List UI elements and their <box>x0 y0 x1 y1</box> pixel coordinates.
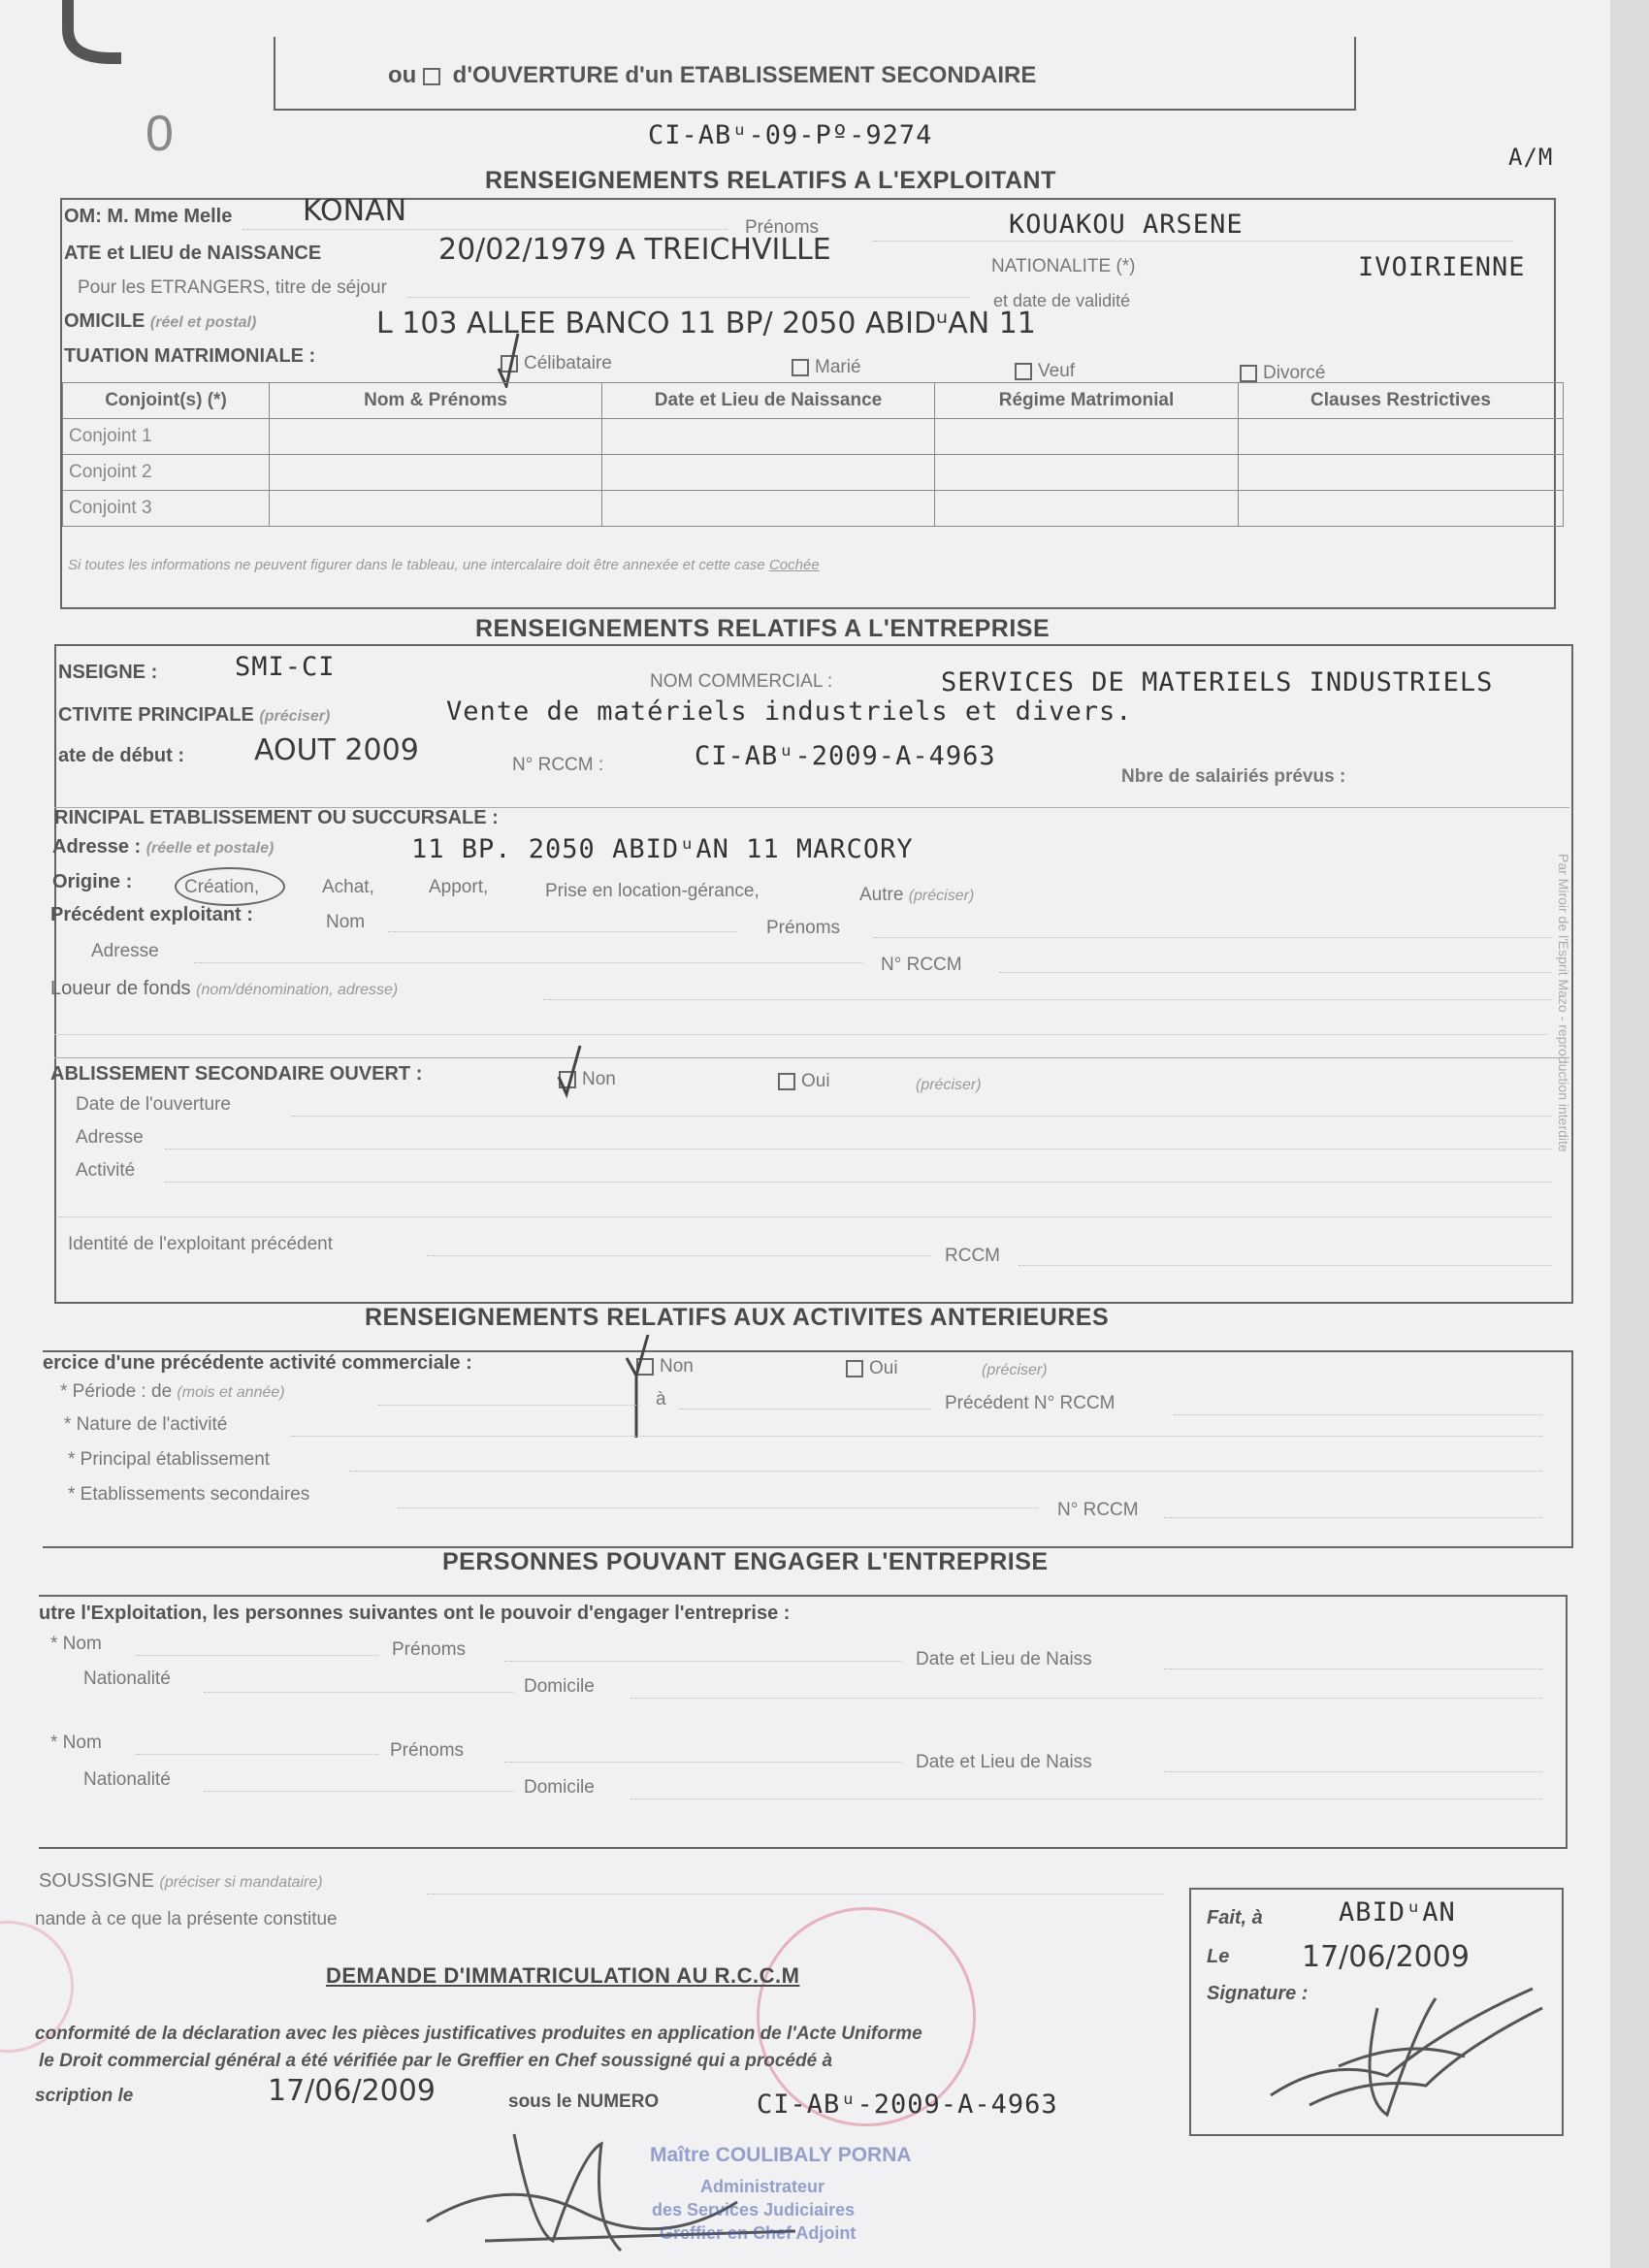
p1-nationalite-line <box>204 1692 514 1693</box>
stamp-line-3: Greffier en Chef Adjoint <box>660 2223 857 2243</box>
rccm3-line <box>1018 1265 1552 1266</box>
soussigne-line <box>427 1894 1164 1895</box>
nom-line <box>242 229 728 230</box>
periode-sub: (mois et année) <box>177 1384 285 1401</box>
activite-sub: (préciser) <box>259 708 331 725</box>
precedent-adresse-label: Adresse <box>91 941 159 961</box>
conformite-line-1: conformité de la déclaration avec les pièces justificatives produites en application de l'Acte Uniforme <box>35 2024 922 2044</box>
secondaires-rccm-line <box>1164 1517 1542 1518</box>
oui-text: Oui <box>801 1071 830 1091</box>
fait-date: 17/06/2009 <box>1302 1940 1470 1974</box>
activite-label <box>58 704 330 727</box>
precedent-label: Précédent exploitant : <box>50 904 253 925</box>
p2-nationalite-line <box>204 1791 514 1792</box>
numero-value: CI-ABᵘ-2009-A-4963 <box>757 2090 1058 2120</box>
principal-etab-label: * Principal établissement <box>68 1449 271 1470</box>
loueur-label-text: Loueur de fonds <box>50 978 191 999</box>
a-label: à <box>656 1389 666 1409</box>
conjoint-1-label: Conjoint 1 <box>63 419 270 455</box>
adresse-value: 11 BP. 2050 ABIDᵘAN 11 MARCORY <box>411 834 914 864</box>
cell[interactable] <box>935 419 1239 455</box>
nom-label: OM: M. Mme Melle <box>64 206 233 227</box>
identite-label: Identité de l'exploitant précédent <box>68 1234 333 1254</box>
exploitant-header: RENSEIGNEMENTS RELATIFS A L'EXPLOITANT <box>485 167 1056 194</box>
p2-domicile-line <box>630 1798 1542 1799</box>
p1-prenoms-label: Prénoms <box>392 1639 467 1660</box>
p1-nationalite-label: Nationalité <box>83 1669 171 1689</box>
nature-line <box>291 1436 1542 1437</box>
activite-label-text: CTIVITE PRINCIPALE <box>58 704 254 726</box>
cell[interactable] <box>602 419 935 455</box>
domicile-label <box>64 310 256 333</box>
cell[interactable] <box>1239 491 1564 527</box>
nationalite-value: IVOIRIENNE <box>1358 252 1526 282</box>
cell[interactable] <box>602 491 935 527</box>
prenoms-line <box>873 241 1513 242</box>
divorce-checkbox[interactable] <box>1240 365 1257 382</box>
p2-prenoms-label: Prénoms <box>390 1740 465 1761</box>
enseigne-label: NSEIGNE : <box>58 662 158 683</box>
personnes-box <box>39 1595 1568 1849</box>
cell[interactable] <box>270 455 602 491</box>
loueur-line <box>543 999 1552 1000</box>
precedent-rccm-label: Précédent N° RCCM <box>945 1393 1116 1413</box>
section-divider <box>54 1057 1569 1058</box>
demande-text: nande à ce que la présente constitue <box>35 1909 338 1929</box>
rccm3-label: RCCM <box>945 1246 1000 1266</box>
exercice-oui-text: Oui <box>869 1358 898 1378</box>
loueur-label <box>50 978 398 1000</box>
activite2-label: Activité <box>76 1160 136 1181</box>
nationalite-label: NATIONALITE (*) <box>991 256 1136 276</box>
p2-prenoms-line <box>504 1762 902 1763</box>
precedent-prenoms-label: Prénoms <box>766 918 841 938</box>
precedent-prenoms-line <box>873 937 1552 938</box>
table-row <box>63 419 1564 455</box>
cell[interactable] <box>1239 419 1564 455</box>
stamp-line-1: Administrateur <box>700 2177 825 2196</box>
principal-label: RINCIPAL ETABLISSEMENT OU SUCCURSALE : <box>54 807 499 828</box>
ouverture-checkbox[interactable] <box>423 68 440 85</box>
prenoms-label: Prénoms <box>745 217 820 238</box>
debut-value: AOUT 2009 <box>254 733 419 767</box>
conjoint-3-label: Conjoint 3 <box>63 491 270 527</box>
fait-lieu: ABIDᵘAN <box>1339 1897 1456 1928</box>
precedent-rccm-line <box>999 972 1552 973</box>
cell[interactable] <box>270 419 602 455</box>
marie-text: Marié <box>815 357 861 377</box>
creation-circle <box>175 867 285 906</box>
top-title <box>388 62 1036 89</box>
periode-label-text: * Période : de <box>60 1381 173 1402</box>
loueur-sub: (nom/dénomination, adresse) <box>196 982 399 998</box>
origine-autre[interactable] <box>859 885 974 906</box>
autre-sub: (préciser) <box>908 888 975 904</box>
p1-naiss-label: Date et Lieu de Naiss <box>916 1649 1092 1669</box>
domicile-label-text: OMICILE <box>64 310 146 332</box>
table-row <box>63 455 1564 491</box>
top-ou: ou <box>388 62 417 88</box>
personnes-intro: utre l'Exploitation, les personnes suivantes ont le pouvoir d'engager l'entreprise : <box>39 1603 791 1624</box>
periode-label <box>60 1381 285 1403</box>
non-text: Non <box>582 1069 616 1089</box>
validite-label: et date de validité <box>993 291 1131 310</box>
p2-nationalite-label: Nationalité <box>83 1769 171 1790</box>
adresse-label <box>52 836 274 859</box>
numero-label: sous le NUMERO <box>508 2091 660 2112</box>
origine-location[interactable]: Prise en location-gérance, <box>545 881 760 901</box>
option-divorce[interactable] <box>1240 363 1325 384</box>
exploitant-signature-icon <box>1251 1969 1552 2124</box>
nom-commercial-label: NOM COMMERCIAL : <box>650 671 833 692</box>
left-mark: 0 <box>146 106 174 162</box>
adresse3-line <box>165 1149 1552 1150</box>
conjoint-2-label: Conjoint 2 <box>63 455 270 491</box>
ouverture-label: Date de l'ouverture <box>76 1094 231 1115</box>
p1-prenoms-line <box>504 1661 902 1662</box>
exercice-non-text: Non <box>660 1356 694 1377</box>
exercice-preciser: (préciser) <box>982 1362 1048 1378</box>
fait-label: Fait, à <box>1207 1907 1263 1928</box>
p1-nom-line <box>136 1655 378 1656</box>
col-nom: Nom & Prénoms <box>270 383 602 419</box>
adresse3-label: Adresse <box>76 1127 144 1148</box>
inscription-label: scription le <box>35 2086 134 2106</box>
stamp-line-2: des Services Judiciaires <box>652 2200 856 2219</box>
p2-nom-line <box>136 1754 378 1755</box>
activite2-line <box>165 1182 1552 1183</box>
soussigne-sub: (préciser si mandataire) <box>159 1874 323 1891</box>
col-conjoints: Conjoint(s) (*) <box>63 383 270 419</box>
etrangers-label: Pour les ETRANGERS, titre de séjour <box>78 277 387 298</box>
origine-creation[interactable]: Création, <box>184 877 260 897</box>
p2-domicile-label: Domicile <box>524 1777 595 1798</box>
divorce-text: Divorcé <box>1263 363 1326 383</box>
activite-value: Vente de matériels industriels et divers. <box>446 697 1133 727</box>
page-edge <box>1610 0 1649 2268</box>
conformite-line-2: le Droit commercial général a été vérifiée par le Greffier en Chef soussigné qui a procédé à <box>39 2051 833 2071</box>
nom-value: KONAN <box>303 194 407 228</box>
domicile-sub: (réel et postal) <box>149 314 257 331</box>
soussigne-label-text: SOUSSIGNE <box>39 1870 154 1892</box>
oui-checkbox[interactable] <box>778 1073 795 1090</box>
celibataire-text: Célibataire <box>524 353 612 373</box>
p1-domicile-line <box>630 1698 1542 1699</box>
right-mark: A/M <box>1508 144 1554 171</box>
enseigne-value: SMI-CI <box>235 652 336 682</box>
p2-naiss-line <box>1164 1771 1542 1772</box>
p1-domicile-label: Domicile <box>524 1676 595 1697</box>
anterieures-header: RENSEIGNEMENTS RELATIFS AUX ACTIVITES ANTERIEURES <box>365 1304 1110 1331</box>
marie-checkbox[interactable] <box>792 359 809 376</box>
conjoints-note <box>68 557 820 573</box>
p2-naiss-label: Date et Lieu de Naiss <box>916 1752 1092 1772</box>
note-text: Si toutes les informations ne peuvent figurer dans le tableau, une intercalaire doit être annexée et cette case <box>68 557 765 573</box>
etrangers-line <box>407 297 970 298</box>
origine-apport[interactable]: Apport, <box>429 877 489 897</box>
domicile-value: L 103 ALLEE BANCO 11 BP/ 2050 ABIDᵘAN 11 <box>376 307 1036 340</box>
cell[interactable] <box>270 491 602 527</box>
prenoms-value: KOUAKOU ARSENE <box>1009 210 1244 240</box>
check-mark-icon <box>619 1329 658 1445</box>
note-end: Cochée <box>768 557 820 573</box>
precedent-nom-line <box>388 931 737 932</box>
secondaires-line <box>398 1507 1038 1508</box>
option-veuf[interactable] <box>1015 361 1075 382</box>
col-clauses: Clauses Restrictives <box>1239 383 1564 419</box>
naissance-label: ATE et LIEU de NAISSANCE <box>64 243 322 264</box>
blank-line <box>58 1216 1552 1217</box>
nom-commercial-value: SERVICES DE MATERIELS INDUSTRIELS <box>941 667 1494 697</box>
origine-label: Origine : <box>52 871 133 892</box>
signature-label: Signature : <box>1207 1983 1309 2004</box>
conjoints-table <box>62 382 1564 527</box>
conjoints-header-row <box>63 383 1564 419</box>
precedent-rccm-line <box>1174 1414 1542 1415</box>
identite-line <box>427 1255 931 1256</box>
secondaire-label: ABLISSEMENT SECONDAIRE OUVERT : <box>50 1063 423 1085</box>
precedent-nom-label: Nom <box>326 912 366 932</box>
soussigne-label <box>39 1870 323 1893</box>
col-regime: Régime Matrimonial <box>935 383 1239 419</box>
cell[interactable] <box>935 491 1239 527</box>
periode-line <box>378 1405 640 1406</box>
rccm-value: CI-ABᵘ-2009-A-4963 <box>695 741 996 771</box>
principal-etab-line <box>349 1471 1542 1472</box>
exercice-oui[interactable] <box>846 1358 898 1379</box>
table-row <box>63 491 1564 527</box>
exercice-oui-checkbox[interactable] <box>846 1360 863 1377</box>
adresse-label-text: Adresse : <box>52 836 142 858</box>
exercice-label: ercice d'une précédente activité commerciale : <box>43 1352 472 1374</box>
le-label: Le <box>1207 1946 1230 1967</box>
demande-title: DEMANDE D'IMMATRICULATION AU R.C.C.M <box>326 1963 800 1988</box>
ref-number: CI-ABᵘ-09-Pº-9274 <box>648 120 933 150</box>
rccm-label: N° RCCM : <box>512 755 604 775</box>
corner-mark-icon <box>29 0 136 68</box>
situation-label: TUATION MATRIMONIALE : <box>64 345 316 367</box>
cell[interactable] <box>602 455 935 491</box>
cell[interactable] <box>1239 455 1564 491</box>
top-title-text: d'OUVERTURE d'un ETABLISSEMENT SECONDAIRE <box>452 62 1037 88</box>
loueur-line-2 <box>54 1034 1548 1035</box>
check-mark-icon <box>549 1042 588 1100</box>
stamp-name: Maître COULIBALY PORNA <box>650 2144 912 2166</box>
adresse-sub: (réelle et postale) <box>146 840 275 857</box>
veuf-text: Veuf <box>1038 361 1076 381</box>
naissance-value: 20/02/1979 A TREICHVILLE <box>438 233 831 267</box>
side-text: Par Miroir de l'Esprit Mazo - reproduction interdite <box>1556 854 1571 1152</box>
check-mark-icon <box>485 330 524 388</box>
inscription-date: 17/06/2009 <box>268 2074 436 2108</box>
anterieures-box <box>43 1350 1573 1548</box>
p1-nom-label: * Nom <box>50 1634 102 1654</box>
secondaires-label: * Etablissements secondaires <box>68 1484 310 1505</box>
nature-label: * Nature de l'activité <box>64 1414 228 1435</box>
secondaires-rccm-label: N° RCCM <box>1057 1500 1139 1520</box>
autre-text: Autre <box>859 885 904 905</box>
cell[interactable] <box>935 455 1239 491</box>
personnes-header: PERSONNES POUVANT ENGAGER L'ENTREPRISE <box>442 1548 1049 1575</box>
ouverture-line <box>291 1116 1552 1117</box>
p2-nom-label: * Nom <box>50 1733 102 1753</box>
debut-label: ate de début : <box>58 745 185 766</box>
option-marie[interactable] <box>792 357 861 378</box>
origine-achat[interactable]: Achat, <box>322 877 374 897</box>
veuf-checkbox[interactable] <box>1015 363 1032 380</box>
secondaire-oui[interactable] <box>778 1071 830 1092</box>
secondaire-preciser: (préciser) <box>916 1077 982 1093</box>
salaries-label: Nbre de salairiés prévus : <box>1121 766 1346 787</box>
precedent-adresse-line <box>194 962 863 963</box>
col-naissance: Date et Lieu de Naissance <box>602 383 935 419</box>
precedent-rccm-label: N° RCCM <box>881 955 962 975</box>
entreprise-header: RENSEIGNEMENTS RELATIFS A L'ENTREPRISE <box>475 615 1051 642</box>
